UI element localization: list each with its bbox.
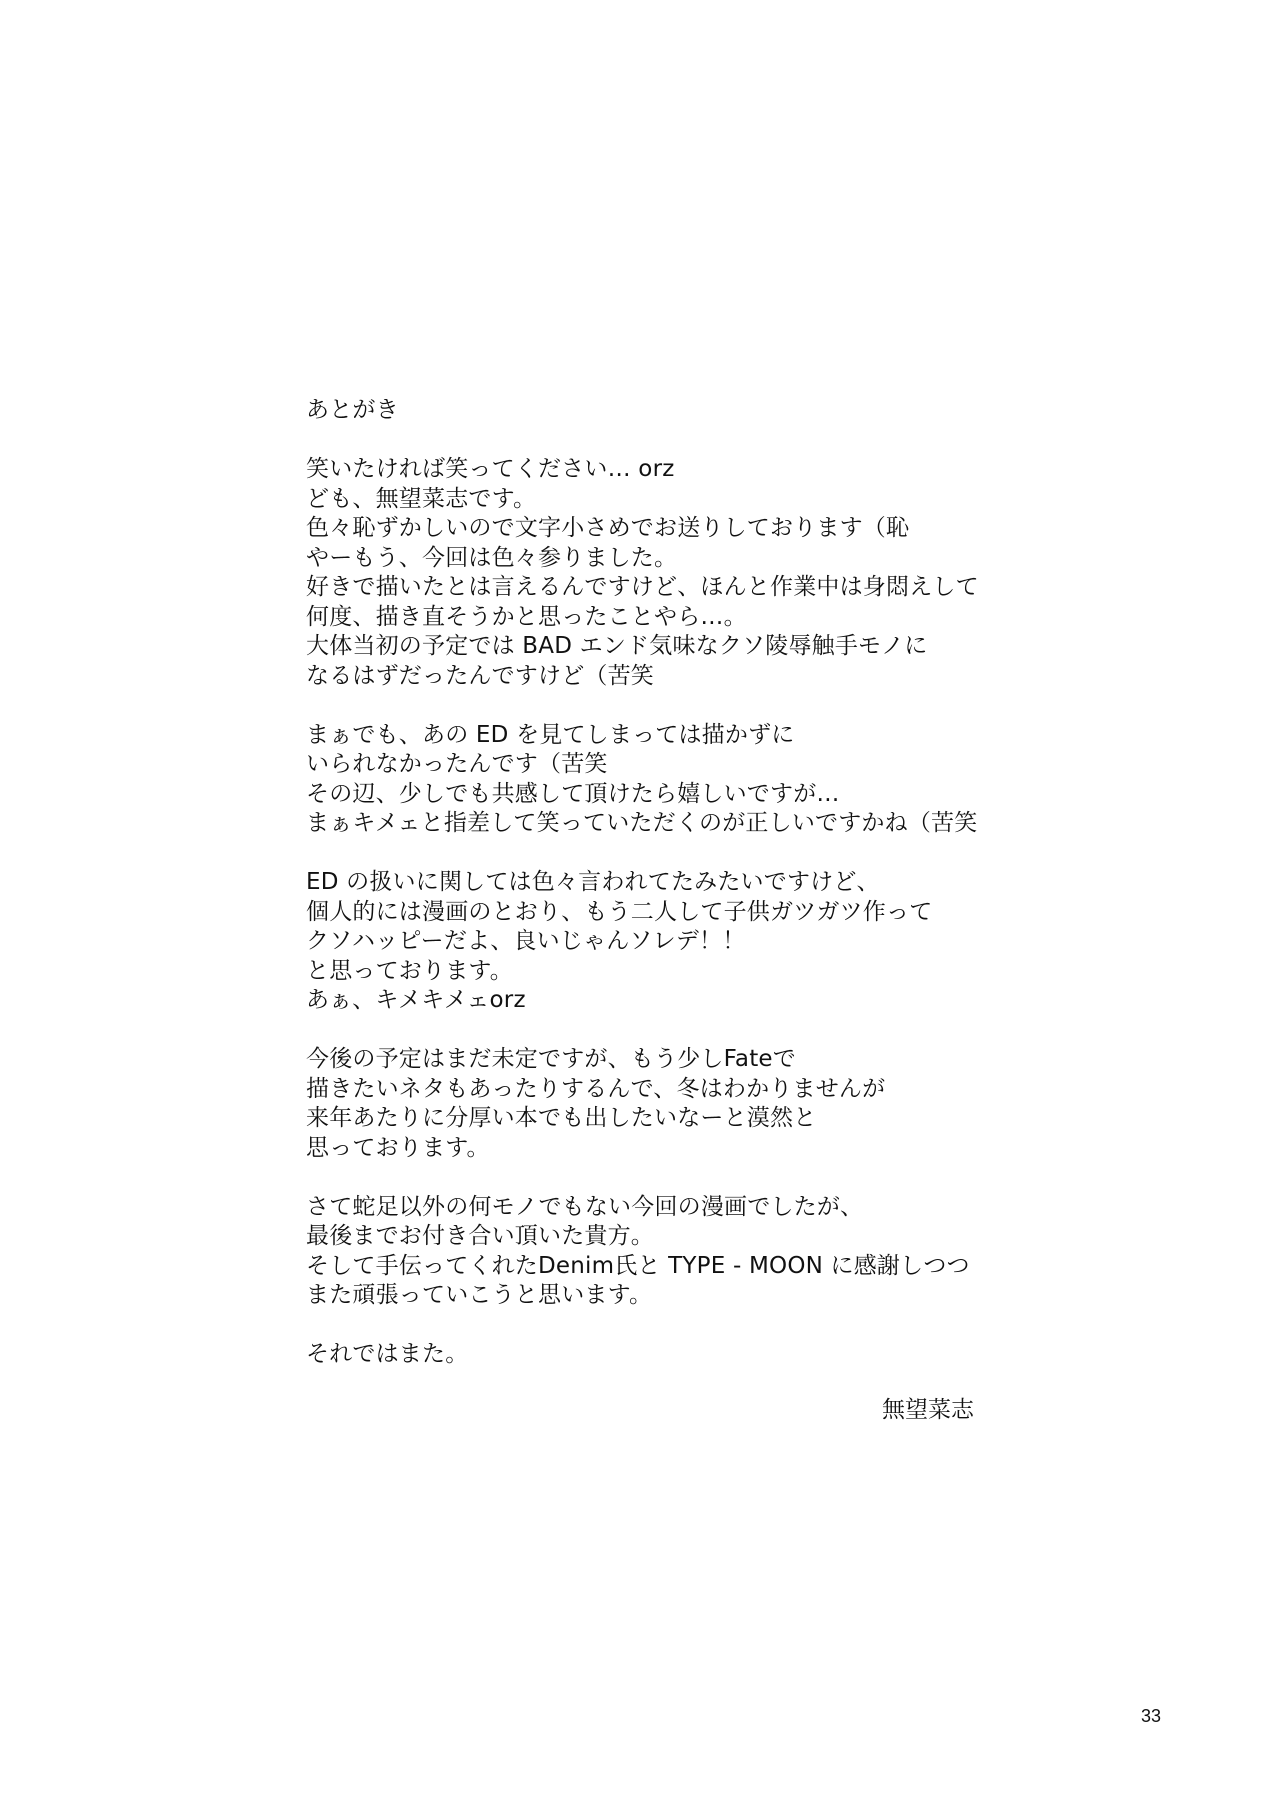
text-line: 思っております。: [306, 1134, 490, 1161]
paragraph-4: [306, 1045, 1006, 1163]
author-signature: 無望菜志: [882, 1397, 974, 1423]
afterword-heading: あとがき: [306, 397, 399, 423]
paragraph-spacer: [306, 691, 1006, 721]
text-line: それではまた。: [306, 1341, 469, 1367]
paragraph-2: [306, 721, 1006, 839]
text-line: クソハッピーだよ、良いじゃんソレデ！！: [306, 928, 746, 954]
text-line: やーもう、今回は色々参りました。: [306, 544, 678, 571]
text-line: そして手伝ってくれたDenim氏と TYPE - MOON に感謝しつつ: [306, 1252, 970, 1279]
paragraph-spacer: [306, 1311, 1006, 1341]
text-line: また頑張っていこうと思います。: [306, 1282, 653, 1308]
paragraph-spacer: [306, 1016, 1006, 1046]
text-line: 来年あたりに分厚い本でも出したいなーと漠然と: [306, 1105, 817, 1131]
text-line: と思っております。: [306, 957, 513, 984]
text-line: いられなかったんです（苦笑: [306, 751, 608, 777]
paragraph-1: [306, 455, 1006, 691]
text-line: なるはずだったんですけど（苦笑: [306, 662, 654, 689]
text-line: 色々恥ずかしいので文字小さめでお送りしております（恥: [306, 515, 910, 541]
paragraph-6: [306, 1340, 1006, 1370]
text-line: 描きたいネタもあったりするんで、冬はわかりませんが: [306, 1075, 886, 1102]
text-line: まぁでも、あの ED を見てしまっては描かずに: [306, 721, 795, 748]
afterword-text: [306, 396, 1006, 1370]
text-line: あぁ、キメキメェorz: [306, 987, 526, 1013]
text-line: ども、無望菜志です。: [306, 485, 537, 512]
paragraph-5: [306, 1193, 1006, 1311]
text-line: 好きで描いたとは言えるんですけど、ほんと作業中は身悶えして: [306, 574, 979, 600]
text-line: 個人的には漫画のとおり、もう二人して子供ガツガツ作って: [306, 898, 933, 925]
page-number: 33: [1141, 1706, 1162, 1726]
text-line: まぁキメェと指差して笑っていただくのが正しいですかね（苦笑: [306, 810, 978, 836]
text-line: 何度、描き直そうかと思ったことやら…。: [306, 603, 747, 630]
paragraph-spacer: [306, 839, 1006, 869]
paragraph-3: [306, 868, 1006, 1016]
text-line: 今後の予定はまだ未定ですが、もう少しFateで: [306, 1046, 796, 1072]
text-line: 笑いたければ笑ってください… orz: [306, 456, 675, 482]
text-line: ED の扱いに関しては色々言われてたみたいですけど、: [306, 869, 880, 895]
text-line: 大体当初の予定では BAD エンド気味なクソ陵辱触手モノに: [306, 633, 928, 659]
text-line: その辺、少しでも共感して頂けたら嬉しいですが…: [306, 780, 840, 807]
paragraph-spacer: [306, 1163, 1006, 1193]
text-line: さて蛇足以外の何モノでもない今回の漫画でしたが、: [306, 1193, 864, 1220]
text-line: 最後までお付き合い頂いた貴方。: [306, 1223, 654, 1249]
